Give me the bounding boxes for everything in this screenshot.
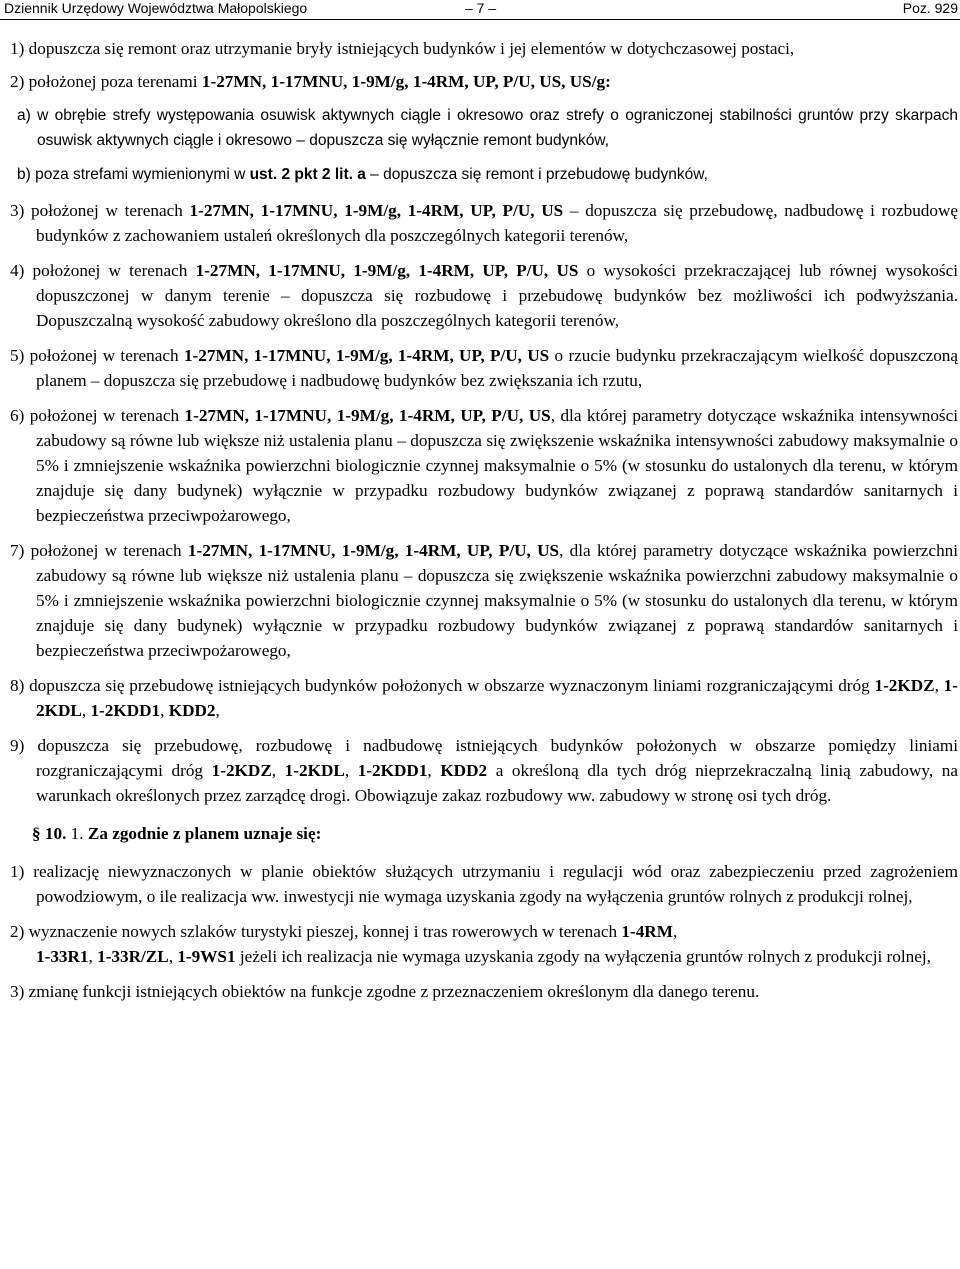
item-text: realizację niewyznaczonych w planie obiektów służących utrzymaniu i regulacji wód oraz zabezpieczeniu przed zagrożeniem powodziowym, o ile realizacja ww. inwestycji nie wymaga uzyskania zgody na wyłączenia gruntów rolnych z produkcji rolnej, [33, 861, 958, 906]
separator: , [934, 675, 944, 695]
page-header [0, 0, 960, 20]
sub-item-b [10, 163, 958, 188]
road-symbol: 1-2KDL [284, 760, 345, 780]
section-number: 10. [44, 823, 67, 843]
separator: , [88, 946, 98, 966]
item-number: 9) [10, 735, 25, 755]
zone-symbols: 1-27MN, 1-17MNU, 1-9M/g, 1-4RM, UP, P/U, US [187, 540, 560, 560]
item-text: położonej poza terenami [28, 72, 202, 91]
item-text-cont: jeżeli ich realizacja nie wymaga uzyskania zgody na wyłączenia gruntów rolnych z produkcji rolnej, [235, 946, 931, 966]
zone-symbols: 1-27MN, 1-17MNU, 1-9M/g, 1-4RM, UP, P/U, US [189, 200, 564, 220]
list-item-1 [10, 36, 958, 61]
page-number: – 7 – [465, 0, 497, 16]
journal-title: Dziennik Urzędowy Województwa Małopolskiego [4, 0, 308, 16]
item-text: położonej w terenach [29, 405, 185, 425]
reference: ust. 2 pkt 2 lit. a [249, 166, 366, 183]
road-symbol: KDD2 [168, 700, 216, 720]
zone-symbol: 1-9WS1 [177, 946, 236, 966]
item-text-cont: , dla której parametry dotyczące wskaźnika powierzchni zabudowy są równe lub większe niż ustalenia planu – dopuszcza się zwiększenie wskaźnika powierzchni zabudowy maksymalnie o 5% i zmniejszenie wskaźnika powierzchni biologicznie czynnej maksymalnie o 5% (w stosunku do ustalonych dla terenu, w którym znajduje się dany budynek) wyłącznie w przypadku rozbudowy budynków związanej z poprawą standardów sanitarnych i bezpieczeństwa przeciwpożarowego, [36, 540, 959, 660]
item-text: wyznaczenie nowych szlaków turystyki pieszej, konnej i tras rowerowych w terenach [28, 921, 622, 941]
zone-symbol: 1-33R/ZL [97, 946, 169, 966]
item-number: 1) [10, 861, 25, 881]
item-number: 3) [10, 200, 25, 220]
item-text: zmianę funkcji istniejących obiektów na funkcje zgodne z przeznaczeniem określonym dla danego terenu. [28, 981, 760, 1001]
separator: , [344, 760, 358, 780]
list-item-7 [10, 538, 958, 663]
position-number: Poz. 929 [902, 0, 958, 16]
separator: , [427, 760, 441, 780]
item-text-cont: , dla której parametry dotyczące wskaźnika intensywności zabudowy są równe lub większe niż ustalenia planu – dopuszcza się zwiększenie wskaźnika intensywności zabudowy maksymalnie o 5% i zmniejszenie wskaźnika powierzchni biologicznie czynnej maksymalnie o 5% (w stosunku do ustalonych dla terenu, w którym znajduje się dany budynek) wyłącznie w przypadku rozbudowy budynków związanej z poprawą standardów sanitarnych i bezpieczeństwa przeciwpożarowego, [36, 405, 959, 525]
road-symbol: 1-2KDL [36, 675, 958, 720]
list-item-6 [10, 403, 958, 528]
sub-item-text-cont: – dopuszcza się remont i przebudowę budynków, [365, 166, 708, 183]
item-number: 6) [10, 405, 25, 425]
item-text-cont: , [215, 700, 220, 720]
list2-item-2 [10, 919, 958, 969]
separator: , [672, 921, 678, 941]
list-item-2 [10, 69, 958, 94]
item-text-cont: o rzucie budynku przekraczającym wielkość dopuszczoną planem – dopuszcza się przebudowę i nadbudowę budynków bez zwiększania ich rzutu, [36, 345, 959, 390]
item-text: położonej w terenach [30, 540, 188, 560]
list-item-3 [10, 198, 958, 248]
list-item-9 [10, 733, 958, 808]
item-text: położonej w terenach [32, 260, 196, 280]
section-sub-number: 1. [70, 823, 84, 843]
section-symbol: § [32, 823, 41, 843]
item-number: 8) [10, 675, 25, 695]
separator: , [168, 946, 178, 966]
zone-symbol: 1-33R1 [36, 946, 89, 966]
road-symbol: 1-2KDZ [874, 675, 935, 695]
zone-symbol: 1-4RM [621, 921, 673, 941]
document-body [10, 36, 958, 1004]
sub-item-a [10, 104, 958, 153]
section-heading [10, 821, 958, 846]
road-symbol: 1-2KDD1 [90, 700, 161, 720]
sub-item-text: a) w obrębie strefy występowania osuwisk aktywnych ciągle i okresowo oraz strefy o ograniczonej stabilności gruntów przy skarpach osuwisk aktywnych ciągle i okresowo – dopuszcza się wyłącznie remont budynków, [17, 107, 958, 149]
road-symbol: KDD2 [440, 760, 488, 780]
item-number: 5) [10, 345, 25, 365]
item-text-cont: a określoną dla tych dróg nieprzekraczalną linią zabudowy, na warunkach określonych przez zarządcę drogi. Obowiązuje zakaz rozbudowy ww. zabudowy w stronę osi tych dróg. [36, 760, 958, 805]
list-item-8 [10, 673, 958, 723]
item-text-cont: – dopuszcza się przebudowę, nadbudowę i rozbudowę budynków z zachowaniem ustaleń określonych dla poszczególnych kategorii terenów, [36, 200, 959, 245]
item-number: 4) [10, 260, 25, 280]
item-text: dopuszcza się przebudowę istniejących budynków położonych w obszarze wyznaczonym liniami rozgraniczającymi dróg [29, 675, 875, 695]
section-title: Za zgodnie z planem uznaje się: [87, 823, 322, 843]
item-number: 3) [10, 981, 25, 1001]
list2-item-3 [10, 979, 958, 1004]
separator: , [160, 700, 169, 720]
list2-item-1 [10, 859, 958, 909]
item-number: 2) [10, 921, 25, 941]
list-item-4 [10, 258, 958, 333]
separator: , [81, 700, 91, 720]
item-text: dopuszcza się remont oraz utrzymanie bryły istniejących budynków i jej elementów w dotychczasowej postaci, [28, 39, 795, 58]
item-number: 2) [10, 72, 25, 91]
separator: , [271, 760, 285, 780]
item-text-cont: o wysokości przekraczającej lub równej wysokości dopuszczonej w danym terenie – dopuszcza się rozbudowę i przebudowę budynków bez możliwości ich podwyższania. Dopuszczalną wysokość zabudowy określono dla poszczególnych kategorii terenów, [36, 260, 958, 330]
zone-symbols: 1-27MN, 1-17MNU, 1-9M/g, 1-4RM, UP, P/U, US [184, 405, 551, 425]
road-symbol: 1-2KDD1 [357, 760, 428, 780]
list-item-5 [10, 343, 958, 393]
item-text: dopuszcza się przebudowę, rozbudowę i nadbudowę istniejących budynków położonych w obszarze pomiędzy liniami rozgraniczającymi dróg [36, 735, 959, 780]
item-text: położonej w terenach [29, 345, 184, 365]
item-number: 1) [10, 39, 25, 58]
zone-symbols: 1-27MN, 1-17MNU, 1-9M/g, 1-4RM, UP, P/U, US [183, 345, 550, 365]
item-text: położonej w terenach [31, 200, 190, 220]
sub-item-text: b) poza strefami wymienionymi w [17, 166, 250, 183]
road-symbol: 1-2KDZ [211, 760, 272, 780]
zone-symbols: 1-27MN, 1-17MNU, 1-9M/g, 1-4RM, UP, P/U, US [195, 260, 579, 280]
item-number: 7) [10, 540, 25, 560]
zone-symbols: 1-27MN, 1-17MNU, 1-9M/g, 1-4RM, UP, P/U, US, US/g: [201, 72, 611, 91]
